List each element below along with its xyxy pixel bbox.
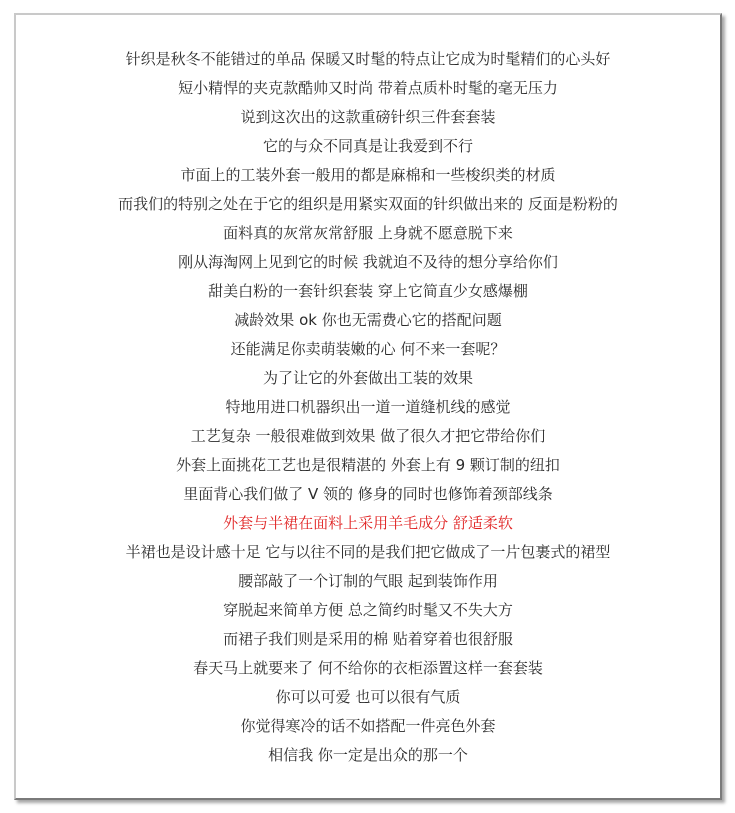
text-line: 里面背心我们做了 V 领的 修身的同时也修饰着颈部线条 — [183, 485, 553, 503]
description-text-block — [16, 45, 720, 770]
text-line: 工艺复杂 一般很难做到效果 做了很久才把它带给你们 — [190, 427, 546, 445]
text-line: 甜美白粉的一套针织套装 穿上它简直少女感爆棚 — [208, 282, 528, 300]
text-line: 市面上的工装外套一般用的都是麻棉和一些梭织类的材质 — [180, 166, 556, 184]
text-frame — [14, 13, 722, 800]
text-line: 而裙子我们则是采用的棉 贴着穿着也很舒服 — [223, 630, 513, 648]
text-line: 短小精悍的夹克款酷帅又时尚 带着点质朴时髦的毫无压力 — [178, 79, 558, 97]
text-line: 外套上面挑花工艺也是很精湛的 外套上有 9 颗订制的纽扣 — [176, 456, 560, 474]
text-line: 而我们的特别之处在于它的组织是用紧实双面的针织做出来的 反面是粉粉的 — [118, 195, 618, 213]
text-line: 刚从海淘网上见到它的时候 我就迫不及待的想分享给你们 — [178, 253, 558, 271]
text-line: 半裙也是设计感十足 它与以往不同的是我们把它做成了一片包裹式的裙型 — [125, 543, 611, 561]
text-line: 为了让它的外套做出工装的效果 — [262, 369, 473, 387]
text-line: 春天马上就要来了 何不给你的衣柜添置这样一套套装 — [193, 659, 543, 677]
text-line: 还能满足你卖萌装嫩的心 何不来一套呢？ — [230, 340, 506, 358]
text-line: 减龄效果 ok 你也无需费心它的搭配问题 — [234, 311, 502, 329]
text-line: 相信我 你一定是出众的那一个 — [268, 746, 468, 764]
text-line: 面料真的灰常灰常舒服 上身就不愿意脱下来 — [223, 224, 513, 242]
highlighted-text-line: 外套与半裙在面料上采用羊毛成分 舒适柔软 — [223, 514, 513, 532]
text-line: 穿脱起来简单方便 总之简约时髦又不失大方 — [223, 601, 513, 619]
text-line: 针织是秋冬不能错过的单品 保暖又时髦的特点让它成为时髦精们的心头好 — [125, 50, 611, 68]
text-line: 你觉得寒冷的话不如搭配一件亮色外套 — [240, 717, 496, 735]
text-line: 说到这次出的这款重磅针织三件套套装 — [240, 108, 496, 126]
text-line: 腰部敲了一个订制的气眼 起到装饰作用 — [238, 572, 498, 590]
text-line: 它的与众不同真是让我爱到不行 — [262, 137, 473, 155]
text-line: 特地用进口机器织出一道一道缝机线的感觉 — [225, 398, 511, 416]
text-line: 你可以可爱 也可以很有气质 — [275, 688, 461, 706]
